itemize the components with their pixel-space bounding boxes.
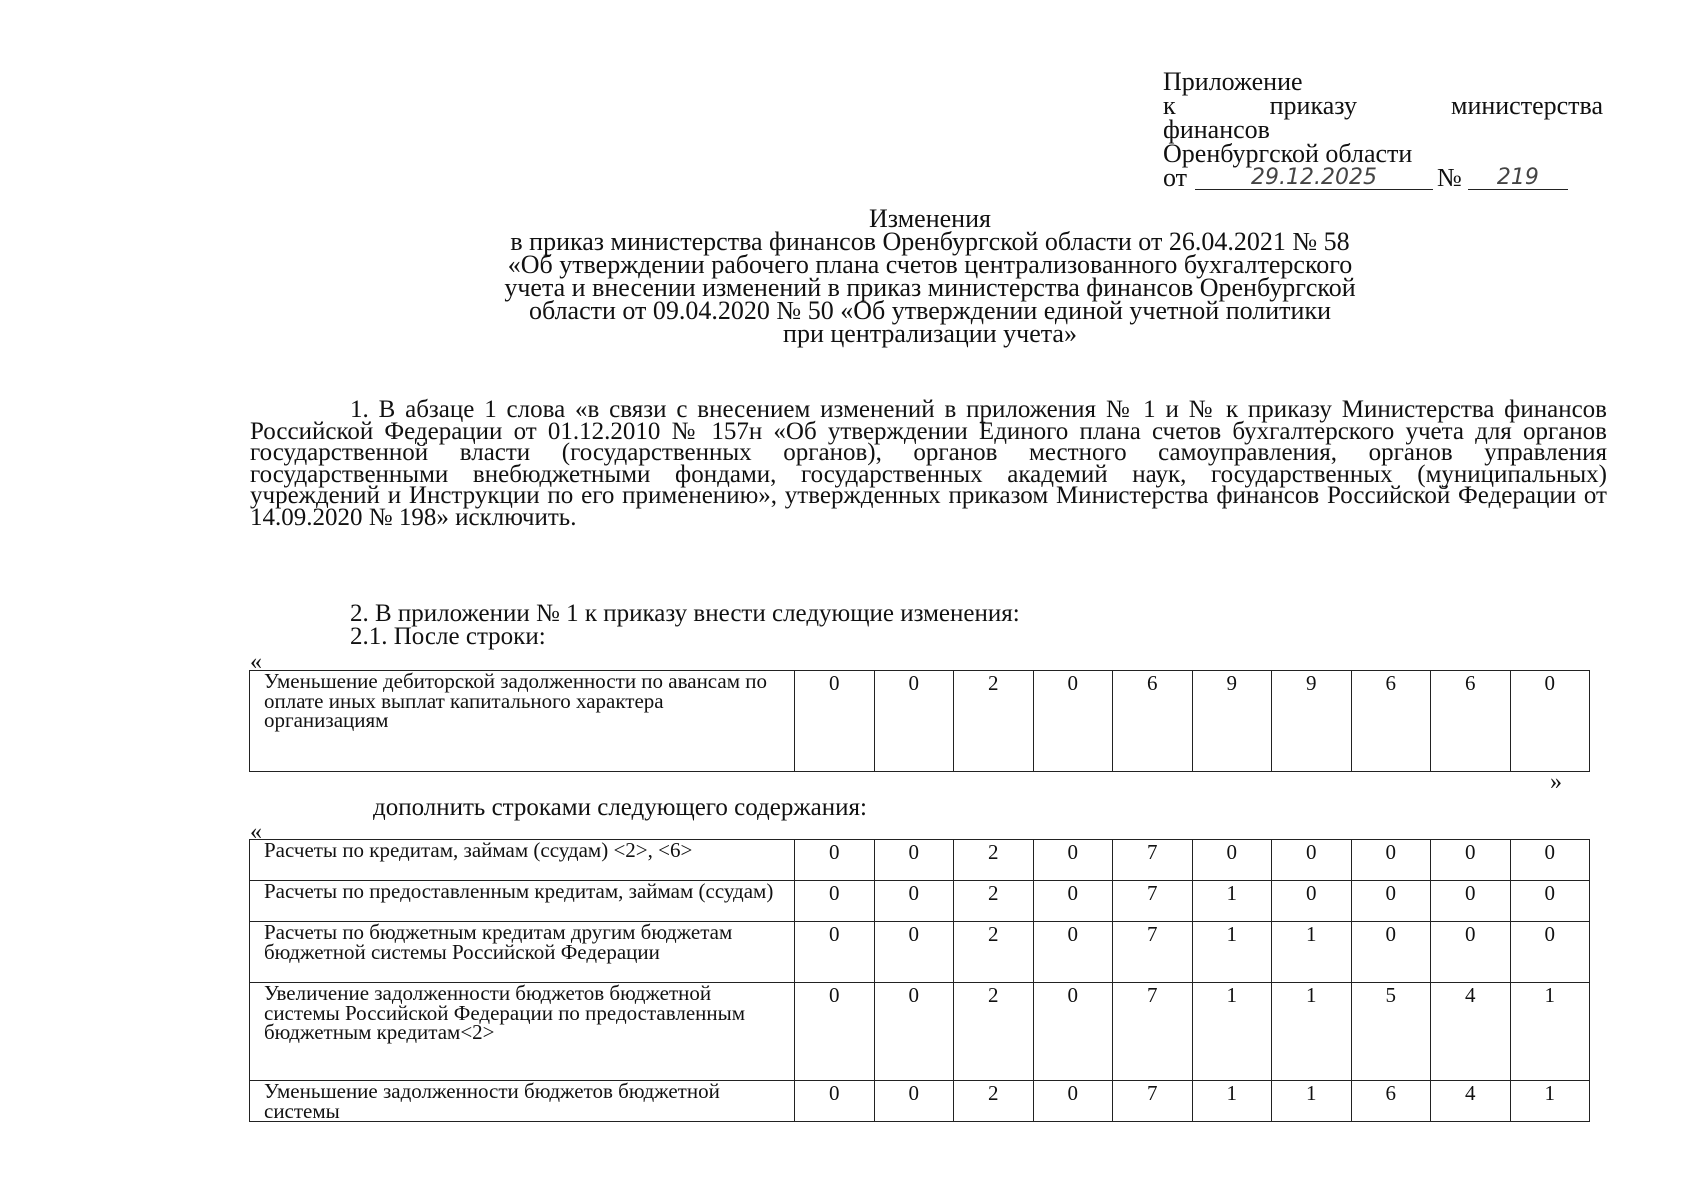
code-digit: 0 [795, 881, 875, 922]
code-table-new [249, 839, 1590, 1122]
code-digit: 0 [1033, 671, 1113, 772]
code-digit: 1 [1272, 983, 1352, 1081]
code-digit: 0 [1033, 922, 1113, 983]
code-digit: 0 [874, 983, 954, 1081]
handwritten-date: 29.12.2025 [1195, 167, 1433, 190]
code-digit: 2 [954, 840, 1034, 881]
table-row [250, 922, 1590, 983]
quote-close-1: » [1550, 769, 1562, 795]
code-table-existing [249, 670, 1590, 772]
table-row [250, 671, 1590, 772]
table-row [250, 881, 1590, 922]
table-row [250, 983, 1590, 1081]
paragraph-1: 1. В абзаце 1 слова «в связи с внесением изменений в приложения № 1 и № к приказу Министерства финансов Российской Федерации от 01.12.2010 № 157н «Об утверждении Единого плана счетов бухгалтерского учета для органов государственной власти (государственных органов), органов местного самоуправления, органов управления государственными внебюджетными фондами, государственных академий наук, государственных (муниципальных) учреждений и Инструкции по его применению», утвержденных приказом Министерства финансов Российской Федерации от 14.09.2020 № 198» исключить. [250, 396, 1607, 531]
code-digit: 0 [874, 1081, 954, 1122]
row-description: Увеличение задолженности бюджетов бюджетной системы Российской Федерации по предоставленным бюджетным кредитам<2> [250, 983, 795, 1081]
code-digit: 0 [1351, 840, 1431, 881]
code-digit: 2 [954, 922, 1034, 983]
row-description: Расчеты по предоставленным кредитам, займам (ссудам) [250, 881, 795, 922]
code-digit: 0 [874, 840, 954, 881]
code-digit: 1 [1192, 983, 1272, 1081]
code-digit: 0 [874, 922, 954, 983]
code-digit: 0 [1431, 840, 1511, 881]
code-digit: 0 [1510, 922, 1590, 983]
code-digit: 4 [1431, 983, 1511, 1081]
row-description: Расчеты по бюджетным кредитам другим бюджетам бюджетной системы Российской Федерации [250, 922, 795, 983]
appendix-ministry-line: финансов [1163, 115, 1270, 144]
code-digit: 0 [1510, 671, 1590, 772]
code-digit: 1 [1192, 1081, 1272, 1122]
code-digit: 0 [1510, 840, 1590, 881]
code-digit: 0 [1351, 922, 1431, 983]
code-digit: 9 [1272, 671, 1352, 772]
code-digit: 0 [1351, 881, 1431, 922]
code-digit: 0 [1272, 881, 1352, 922]
code-digit: 0 [874, 671, 954, 772]
code-digit: 0 [1033, 840, 1113, 881]
code-digit: 2 [954, 881, 1034, 922]
appendix-header [1163, 67, 1613, 192]
code-digit: 7 [1113, 840, 1193, 881]
paragraph-add-rows: дополнить строками следующего содержания: [373, 794, 867, 821]
code-digit: 0 [1033, 1081, 1113, 1122]
code-digit: 1 [1192, 922, 1272, 983]
quote-open-1: « [250, 649, 262, 675]
code-digit: 5 [1351, 983, 1431, 1081]
appendix-date-line: от 29.12.2025 № 219 [1163, 166, 1613, 190]
document-title: Изменения в приказ министерства финансов Оренбургской области от 26.04.2021 № 58 «Об утверждении рабочего плана счетов централизованного бухгалтерского учета и внесении изменений в приказ министерства финансов Оренбургской области от 09.04.2020 № 50 «Об утверждении единой учетной политики при централизации учета» [504, 204, 1356, 348]
row-description: Расчеты по кредитам, займам (ссудам) <2>, <6> [250, 840, 795, 881]
code-digit: 0 [795, 1081, 875, 1122]
code-digit: 0 [795, 983, 875, 1081]
table-row [250, 840, 1590, 881]
appendix-label: Приложение [1163, 67, 1303, 96]
code-digit: 0 [1033, 881, 1113, 922]
code-digit: 7 [1113, 983, 1193, 1081]
code-digit: 1 [1272, 922, 1352, 983]
code-digit: 4 [1431, 1081, 1511, 1122]
code-digit: 2 [954, 671, 1034, 772]
code-digit: 7 [1113, 922, 1193, 983]
code-digit: 2 [954, 983, 1034, 1081]
code-digit: 0 [1431, 881, 1511, 922]
code-digit: 0 [1510, 881, 1590, 922]
code-digit: 0 [795, 671, 875, 772]
code-digit: 2 [954, 1081, 1034, 1122]
code-digit: 1 [1272, 1081, 1352, 1122]
code-digit: 1 [1192, 881, 1272, 922]
table-row [250, 1081, 1590, 1122]
code-digit: 6 [1431, 671, 1511, 772]
code-digit: 0 [1033, 983, 1113, 1081]
code-digit: 1 [1510, 1081, 1590, 1122]
code-digit: 7 [1113, 881, 1193, 922]
paragraph-2: 2. В приложении № 1 к приказу внести следующие изменения: [350, 600, 1020, 627]
code-digit: 6 [1351, 671, 1431, 772]
code-digit: 0 [795, 922, 875, 983]
code-digit: 0 [1192, 840, 1272, 881]
handwritten-number: 219 [1468, 167, 1568, 190]
quote-open-2: « [250, 819, 262, 845]
code-digit: 7 [1113, 1081, 1193, 1122]
code-digit: 0 [874, 881, 954, 922]
code-digit: 6 [1113, 671, 1193, 772]
code-digit: 1 [1510, 983, 1590, 1081]
code-digit: 0 [1431, 922, 1511, 983]
code-digit: 9 [1192, 671, 1272, 772]
appendix-region-line: Оренбургской области [1163, 139, 1413, 168]
code-digit: 0 [795, 840, 875, 881]
row-description: Уменьшение дебиторской задолженности по авансам по оплате иных выплат капитального характера организациям [250, 671, 795, 772]
code-digit: 6 [1351, 1081, 1431, 1122]
paragraph-2-1: 2.1. После строки: [350, 623, 546, 650]
code-digit: 0 [1272, 840, 1352, 881]
row-description: Уменьшение задолженности бюджетов бюджетной системы [250, 1081, 795, 1122]
appendix-order-line: к приказу министерства [1163, 91, 1603, 120]
